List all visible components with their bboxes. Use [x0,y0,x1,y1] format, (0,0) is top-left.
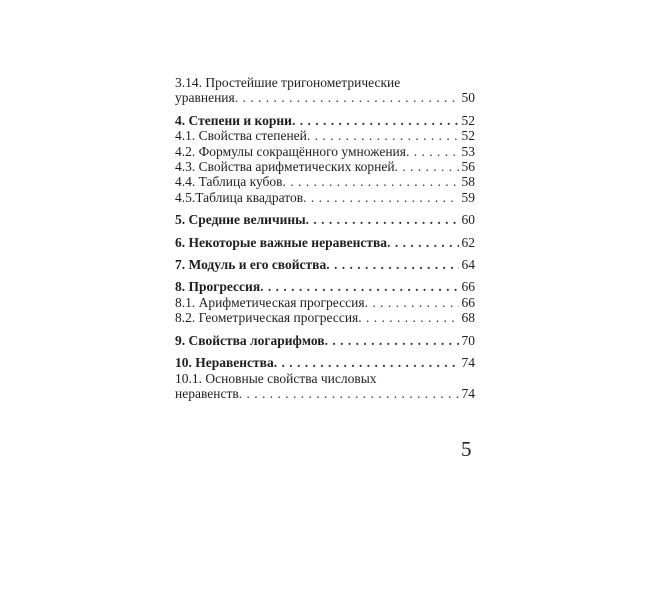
toc-subsection-entry [175,90,475,105]
toc-section-entry [175,212,475,227]
toc-entry-page: 74 [461,355,475,371]
toc-entry-title: 10. Неравенства [175,355,274,371]
toc-entry-title: 8. Прогрессия [175,279,261,295]
toc-subsection-entry [175,174,475,189]
page-number: 5 [461,437,472,461]
toc-entry-title: 4.2. Формулы сокращённого умножения [175,143,406,159]
dot-leader [260,279,458,294]
dot-leader [358,310,458,325]
toc-entry-page: 60 [461,212,475,228]
toc-entry-page: 52 [461,128,475,144]
dot-leader [326,257,458,272]
toc-subsection-entry [175,295,475,310]
toc-entry-page: 66 [461,294,475,310]
toc-subsection-entry [175,190,475,205]
toc-entry-page: 70 [461,332,475,348]
dot-leader [395,159,459,174]
toc-section-entry [175,279,475,294]
dot-leader [307,128,459,143]
toc-subsection-entry [175,159,475,174]
toc-entry-title: 7. Модуль и его свойства [175,257,327,273]
dot-leader [239,386,459,401]
toc-entry-page: 58 [461,174,475,190]
toc-entry-page: 59 [461,189,475,205]
toc-entry-page: 52 [461,112,475,128]
toc-entry-title: 6. Некоторые важные неравенства [175,234,388,250]
dot-leader [303,190,458,205]
dot-leader [283,174,459,189]
toc-entry-first-line: 3.14. Простейшие тригонометрические [175,75,401,90]
toc-entry-title: 4.4. Таблица кубов [175,174,283,190]
toc-entry-title: неравенств [175,385,239,401]
dot-leader [365,295,459,310]
toc-section-entry [175,235,475,250]
toc-entry-page: 56 [461,159,475,175]
dot-leader [325,333,459,348]
table-of-contents [175,75,475,401]
toc-subsection-entry [175,386,475,401]
toc-section-entry [175,355,475,370]
toc-entry-page: 64 [461,257,475,273]
dot-leader [406,144,459,159]
toc-entry-title: уравнения [175,90,235,106]
dot-leader [274,355,459,370]
toc-entry-title: 4.5.Таблица квадратов [175,189,304,205]
toc-subsection-entry [175,310,475,325]
toc-subsection-entry [175,128,475,143]
toc-entry-title: 4.3. Свойства арифметических корней [175,159,395,175]
toc-entry-page: 50 [461,90,475,106]
dot-leader [292,113,459,128]
toc-entry-title: 9. Свойства логарифмов [175,332,325,348]
toc-entry-title: 8.2. Геометрическая прогрессия [175,310,359,326]
toc-entry-title: 4.1. Свойства степеней [175,128,307,144]
toc-entry-title: 4. Степени и корни [175,112,292,128]
toc-entry-page: 66 [461,279,475,295]
toc-entry-title: 5. Средние величины [175,212,306,228]
toc-entry-page: 62 [461,234,475,250]
dot-leader [235,90,459,105]
toc-entry-first-line: 10.1. Основные свойства числовых [175,370,377,386]
toc-subsection-entry [175,144,475,159]
dot-leader [306,212,459,227]
toc-entry-page: 68 [461,310,475,326]
dot-leader [387,235,458,250]
toc-section-entry [175,257,475,272]
toc-entry-page: 53 [461,143,475,159]
toc-section-entry [175,333,475,348]
toc-section-entry [175,113,475,128]
toc-entry-title: 8.1. Арифметическая прогрессия [175,294,365,310]
toc-entry-page: 74 [461,385,475,401]
